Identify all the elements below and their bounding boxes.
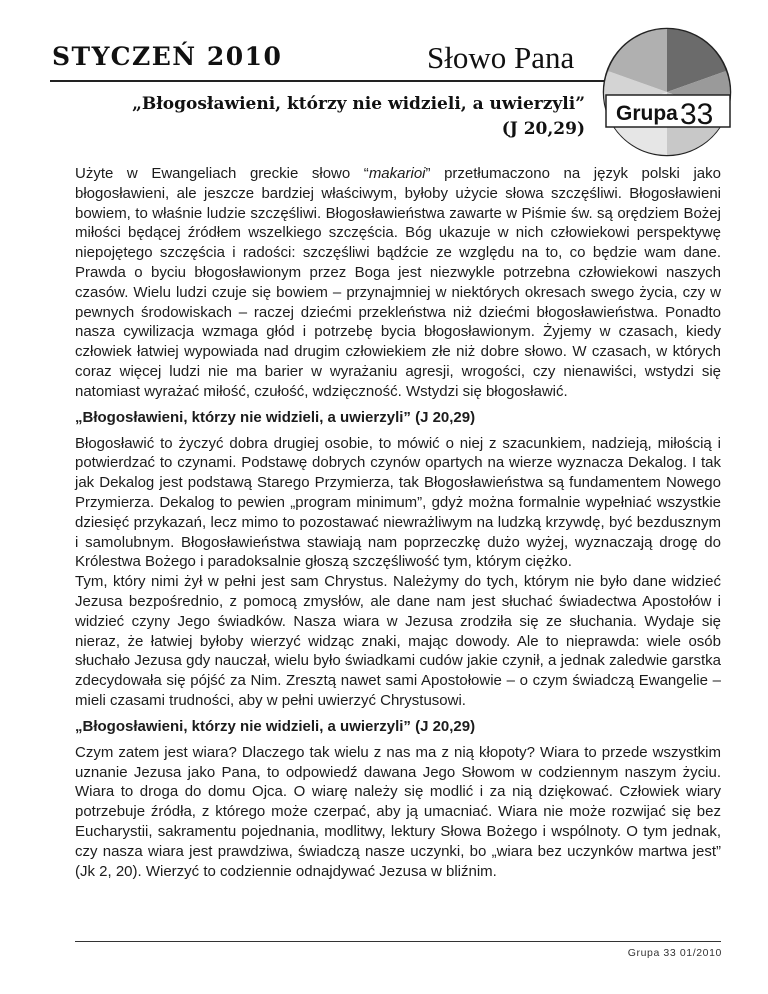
footer-rule	[75, 941, 721, 942]
section-heading: „Błogosławieni, którzy nie widzieli, a uwierzyli” (J 20,29)	[75, 408, 476, 426]
logo-number: 33	[680, 98, 714, 131]
motto	[55, 92, 585, 142]
text-run: ” przetłumaczono na język polski jako błogosławieni, ale jeszcze bardziej właściwym, byłoby użycie słowa szczęśliwi. Błogosławieni bowiem, to właśnie ludzie szczęśliwi. Błogosławieństwa zawarte w Piśmie św. są orędziem Bożej miłości będącej źródłem wszelkiego szczęścia. Bóg ukazuje w nich człowiekowi perspektywę niepojętego szczęścia i radości: szczęśliwi bądźcie ze względu na to, co będzie wam dane. Prawda o byciu błogosławionym przez Boga jest niezwykle potrzebna człowiekowi naszych czasów. Wielu ludzi czuje się bowiem – przynajmniej w niektórych okresach swego życia, czy w pewnych środowiskach – raczej dziećmi przekleństwa niż dziećmi błogosławieństwa. Ponadto nasza cywilizacja wzmaga głód i potrzebę bycia błogosławionym. Żyjemy w czasach, kiedy człowiek łatwiej wypowiada nad drugim człowiekiem złe niż dobre słowo. W czasach, w których coraz więcej ludzi nie ma barier w wyrażaniu agresji, wrogości, czy nienawiści, wstydzi się natomiast wyrażać miłość, czułość, wdzięczność. Wstydzi się błogosławić.	[75, 165, 721, 400]
article-body	[75, 164, 721, 881]
greek-word: makarioi	[368, 165, 426, 182]
grupa-33-logo	[600, 25, 735, 160]
text-run: Użyte w Ewangeliach greckie słowo “	[75, 165, 369, 182]
paragraph: Tym, który nimi żył w pełni jest sam Chrystus. Należymy do tych, którym nie było dane widzieć Jezusa bezpośrednio, z pomocą zmysłów, ale dane nam jest słuchać świadectwa Apostołów i widzieć czyny Jego świadków. Nasza wiara w Jezusa zrodziła się ze słuchania. Wydaje się nieraz, że łatwiej byłoby wierzyć widząc znaki, mając dowody. Ale to nieprawda: wiele osób słuchało Jezusa gdy nauczał, wielu było świadkami cudów jakie czynił, a jednak zaledwie garstka zdecydowała się pójść za Nim. Zresztą nawet sami Apostołowie – o czym świadczą Ewangelie – mieli czasami trudności, aby w pełni uwierzyć Chrystusowi.	[75, 573, 721, 709]
page-subtitle: Słowo Pana	[427, 40, 575, 75]
logo-word: Grupa	[616, 102, 678, 125]
page-title: STYCZEŃ 2010	[52, 42, 283, 71]
section-heading: „Błogosławieni, którzy nie widzieli, a uwierzyli” (J 20,29)	[75, 717, 476, 735]
header-rule	[50, 80, 620, 82]
footer-issue: Grupa 33 01/2010	[627, 947, 722, 959]
paragraph-intro	[75, 164, 721, 402]
paragraph: Błogosławić to życzyć dobra drugiej osobie, to mówić o niej z szacunkiem, nadzieją, miłością i potwierdzać to czynami. Podstawę dobrych czynów opartych na wierze wyznacza Dekalog. I tak jak Dekalog jest podstawą Starego Przymierza, tak Błogosławieństwa są fundamentem Nowego Przymierza. Dekalog to pewien „program minimum”, gdyż można formalnie wypełniać wszystkie dziesięć przykazań, lecz mimo to pozostawać niewrażliwym na ludzką krzywdę, być bezdusznym i samolubnym. Błogosławieństwa stawiają nam poprzeczkę dużo wyżej, wyznaczają drogę do Królestwa Bożego i paradoksalnie głoszą szczęśliwość tym, którym ciężko.	[75, 434, 721, 571]
motto-line-2: (J 20,29)	[501, 119, 585, 139]
motto-line-1: „Błogosławieni, którzy nie widzieli, a uwierzyli”	[132, 94, 585, 114]
paragraph: Czym zatem jest wiara? Dlaczego tak wielu z nas ma z nią kłopoty? Wiara to przede wszystkim uznanie Jezusa jako Pana, to odpowiedź dawana Jego Słowom w codziennym naszym życiu. Wiara to droga do domu Ojca. O wiarę należy się modlić i za nią dziękować. Człowiek wiary potrzebuje źródła, z którego może czerpać, aby ją umacniać. Wiara nie może rozwijać się bez Eucharystii, sakramentu pojednania, modlitwy, lektury Słowa Bożego i wspólnoty. O tym jednak, czy nasza wiara jest prawdziwa, świadczą nasze uczynki, bo „wiara bez uczynków martwa jest” (Jk 2, 20). Wierzyć to codziennie odnajdywać Jezusa w bliźnim.	[75, 743, 721, 880]
